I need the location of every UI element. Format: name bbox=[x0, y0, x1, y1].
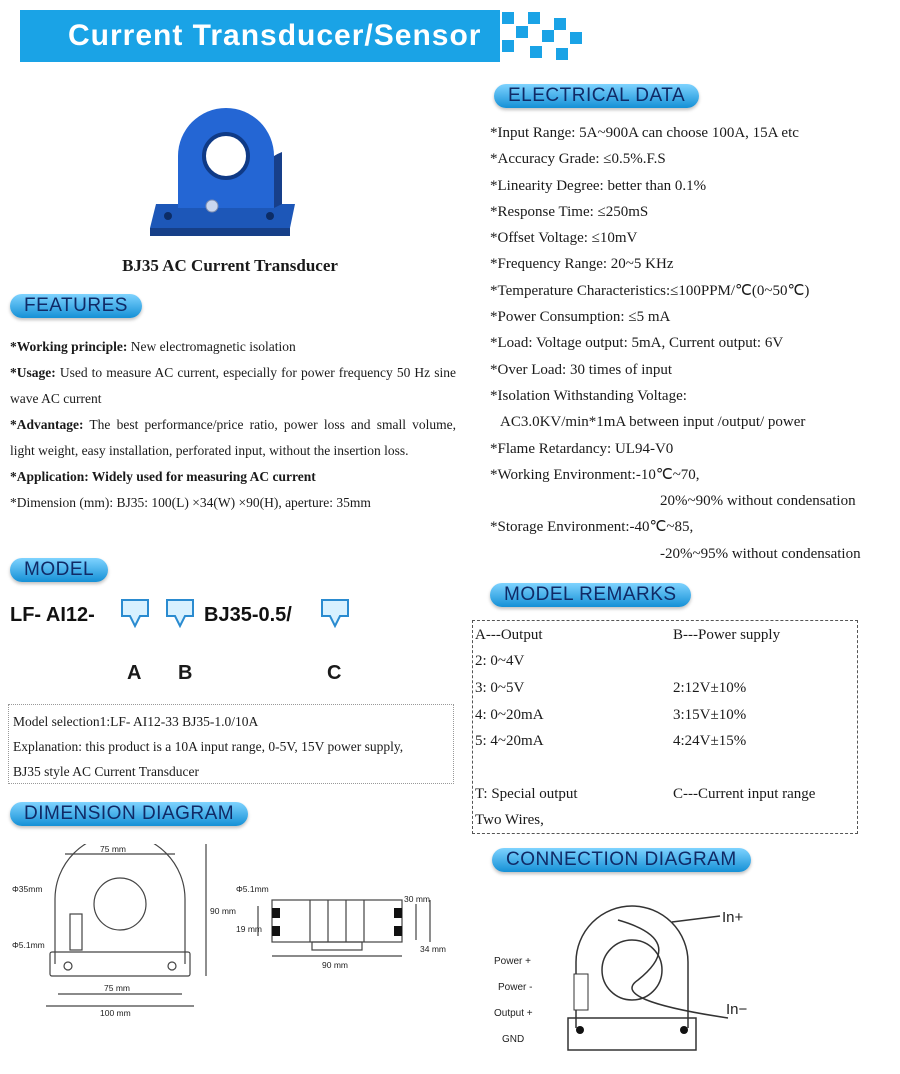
model-letter-c: C bbox=[327, 662, 342, 684]
in-plus-lead bbox=[672, 916, 720, 922]
selection-arrow-a-icon bbox=[120, 598, 150, 628]
spec-line: *Linearity Degree: better than 0.1% bbox=[490, 177, 707, 194]
section-connection-diagram: CONNECTION DIAGRAM bbox=[492, 848, 751, 872]
feature-usage bbox=[10, 360, 456, 412]
spec-line: *Over Load: 30 times of input bbox=[490, 361, 673, 378]
spec-line: *Response Time: ≤250mS bbox=[490, 203, 649, 220]
selection-line: Model selection1:LF- AI12-33 BJ35-1.0/10A bbox=[13, 714, 259, 729]
dim-side-length: 90 mm bbox=[322, 960, 348, 970]
feature-text: New electromagnetic isolation bbox=[127, 339, 296, 354]
mount-hole-left bbox=[576, 1026, 584, 1034]
label-gnd: GND bbox=[502, 1034, 525, 1045]
spec-line: *Load: Voltage output: 5mA, Current output: 6V bbox=[490, 335, 784, 352]
input-wire bbox=[618, 920, 728, 1018]
label-in-plus: In+ bbox=[722, 909, 744, 926]
label-output-plus: Output + bbox=[494, 1008, 533, 1019]
remark-a-header: A---Output bbox=[475, 627, 543, 643]
dim-top-width: 75 mm bbox=[100, 844, 126, 854]
feature-label: *Working principle: bbox=[10, 339, 128, 354]
features-list bbox=[10, 334, 456, 516]
spec-line: *Frequency Range: 20~5 KHz bbox=[490, 256, 674, 273]
section-model: MODEL bbox=[10, 558, 108, 582]
model-remarks-box bbox=[472, 620, 858, 834]
page-title-banner bbox=[20, 10, 500, 62]
dim-side-left: 19 mm bbox=[236, 924, 262, 934]
model-selection-box bbox=[8, 704, 454, 784]
remark-a-option: 5: 4~20mA bbox=[475, 733, 544, 749]
sensor-aperture bbox=[602, 940, 662, 1000]
feature-dimension: *Dimension (mm): BJ35: 100(L) ×34(W) ×90(H), aperture: 35mm bbox=[10, 495, 371, 510]
dim-hole: Φ5.1mm bbox=[12, 940, 45, 950]
remark-two-wires: Two Wires, bbox=[475, 812, 544, 828]
dim-base-total: 100 mm bbox=[100, 1008, 131, 1018]
label-power-plus: Power + bbox=[494, 956, 531, 967]
feature-text: The best performance/price ratio, power loss and small volume, light weight, easy installation, perforated input, without the insertion loss. bbox=[10, 417, 456, 458]
spec-line: *Isolation Withstanding Voltage: bbox=[490, 387, 687, 404]
spec-line: *Temperature Characteristics:≤100PPM/℃(0~50℃) bbox=[490, 282, 810, 299]
spec-line: *Working Environment:-10℃~70, bbox=[490, 466, 700, 483]
side-view-contact bbox=[272, 908, 280, 918]
spec-line: -20%~95% without condensation bbox=[660, 545, 861, 562]
dim-base-inner: 75 mm bbox=[104, 983, 130, 993]
feature-label: *Usage: bbox=[10, 365, 56, 380]
front-view-hole-right bbox=[168, 962, 176, 970]
spec-line: *Storage Environment:-40℃~85, bbox=[490, 519, 694, 536]
label-in-minus: In− bbox=[726, 1001, 748, 1018]
model-series: BJ35-0.5/ bbox=[204, 604, 292, 626]
terminal-block bbox=[574, 974, 588, 1010]
feature-working-principle bbox=[10, 334, 456, 360]
selection-arrow-c-icon bbox=[320, 598, 350, 628]
remark-a-option: 4: 0~20mA bbox=[475, 707, 544, 723]
front-view-outline bbox=[55, 844, 185, 964]
selection-arrow-b-icon bbox=[165, 598, 195, 628]
side-view-tab bbox=[312, 942, 362, 950]
spec-line: *Power Consumption: ≤5 mA bbox=[490, 309, 671, 326]
selection-line: Explanation: this product is a 10A input range, 0-5V, 15V power supply, bbox=[13, 739, 404, 754]
selection-line: BJ35 style AC Current Transducer bbox=[13, 764, 200, 779]
dimension-diagram bbox=[10, 844, 455, 1024]
connection-diagram bbox=[488, 900, 788, 1070]
remark-b-header: B---Power supply bbox=[673, 627, 781, 643]
side-view-contact bbox=[272, 926, 280, 936]
model-prefix: LF- AI12- bbox=[10, 604, 95, 626]
page-title: Current Transducer/Sensor bbox=[68, 19, 482, 52]
remark-a-option: 3: 0~5V bbox=[475, 680, 525, 696]
remark-c-header: C---Current input range bbox=[673, 786, 816, 802]
front-view-aperture bbox=[94, 878, 146, 930]
product-caption: BJ35 AC Current Transducer bbox=[122, 256, 338, 275]
spec-line: AC3.0KV/min*1mA between input /output/ power bbox=[500, 414, 806, 431]
spec-line: 20%~90% without condensation bbox=[660, 493, 856, 510]
side-view-contact bbox=[394, 926, 402, 936]
side-view-body bbox=[272, 900, 402, 942]
dim-side-hole: Φ5.1mm bbox=[236, 884, 269, 894]
transducer-product-image bbox=[150, 108, 300, 238]
front-view-terminal bbox=[70, 914, 82, 950]
section-dimension-diagram: DIMENSION DIAGRAM bbox=[10, 802, 248, 826]
feature-application: *Application: Widely used for measuring AC current bbox=[10, 469, 316, 484]
section-model-remarks: MODEL REMARKS bbox=[490, 583, 691, 607]
dim-side-h2: 34 mm bbox=[420, 944, 446, 954]
label-power-minus: Power - bbox=[498, 982, 533, 993]
feature-label: *Advantage: bbox=[10, 417, 84, 432]
sensor-base bbox=[568, 1018, 696, 1050]
remark-b-option: 3:15V±10% bbox=[673, 707, 747, 723]
remark-b-option: 4:24V±15% bbox=[673, 733, 747, 749]
front-view-hole-left bbox=[64, 962, 72, 970]
dim-side-h1: 30 mm bbox=[404, 894, 430, 904]
remark-special-output: T: Special output bbox=[475, 786, 578, 802]
spec-line: *Input Range: 5A~900A can choose 100A, 15A etc bbox=[490, 125, 799, 141]
dim-aperture: Φ35mm bbox=[12, 884, 43, 894]
spec-line: *Flame Retardancy: UL94-V0 bbox=[490, 440, 674, 457]
remark-a-option: 2: 0~4V bbox=[475, 653, 525, 669]
decorative-mosaic bbox=[500, 10, 590, 62]
feature-advantage bbox=[10, 412, 456, 464]
dim-height: 90 mm bbox=[210, 906, 236, 916]
section-electrical-data: ELECTRICAL DATA bbox=[494, 84, 699, 108]
feature-text: Used to measure AC current, especially for power frequency 50 Hz sine wave AC current bbox=[10, 365, 456, 406]
mount-hole-right bbox=[680, 1026, 688, 1034]
remark-b-option: 2:12V±10% bbox=[673, 680, 747, 696]
model-letter-b: B bbox=[178, 662, 193, 684]
spec-line: *Accuracy Grade: ≤0.5%.F.S bbox=[490, 151, 666, 168]
electrical-data-list bbox=[490, 120, 900, 567]
spec-line: *Offset Voltage: ≤10mV bbox=[490, 230, 638, 247]
section-features: FEATURES bbox=[10, 294, 142, 318]
side-view-contact bbox=[394, 908, 402, 918]
model-letter-a: A bbox=[127, 662, 142, 684]
